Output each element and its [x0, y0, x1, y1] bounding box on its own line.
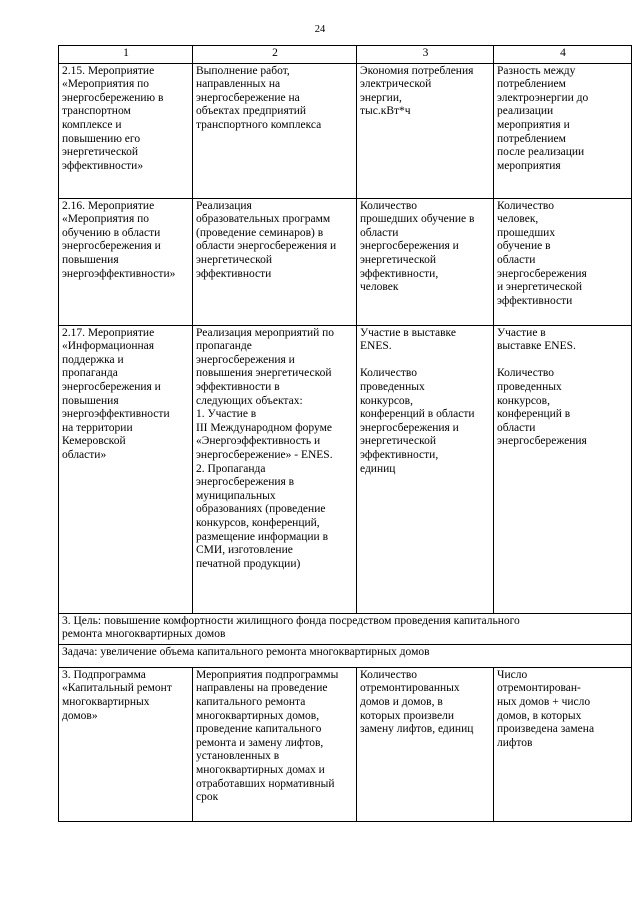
cell-line: энергосбережения и [62, 380, 161, 393]
indicator-cell [357, 667, 494, 821]
cell-line [360, 354, 491, 368]
header-cell: 2 [193, 46, 357, 64]
cell-line: 3. Подпрограмма [62, 668, 146, 681]
cell-line: области [360, 226, 399, 239]
cell-line: Кемеровской [62, 435, 126, 448]
cell-line: энергосбережение» - ENES. [196, 448, 333, 461]
content-cell [193, 667, 357, 821]
indicator-cell [357, 63, 494, 198]
cell-line: конкурсов, [360, 394, 413, 407]
cell-line: энергетической [360, 253, 436, 266]
cell-line: транспортного комплекса [196, 118, 322, 131]
cell-line: прошедших [497, 226, 556, 239]
indicator-cell [357, 198, 494, 325]
cell-line: конкурсов, конференций, [196, 516, 320, 529]
cell-line: лифтов [497, 736, 533, 749]
cell-line: электрической [360, 78, 432, 91]
cell-line: Мероприятия подпрограммы [196, 668, 339, 681]
cell-line: 2.15. Мероприятие [62, 64, 155, 77]
cell-line: замену лифтов, единиц [360, 723, 474, 736]
cell-line: Выполнение работ, [196, 64, 290, 77]
cell-line: повышению его [62, 132, 141, 145]
cell-line: энергетической [62, 146, 138, 159]
cell-line: комплексе и [62, 118, 122, 131]
cell-line: повышения энергетической [196, 367, 332, 380]
table-row [59, 325, 632, 613]
cell-line: произведена замена [497, 723, 595, 736]
cell-line: энергосбережения и [360, 240, 459, 253]
calculation-cell [494, 63, 632, 198]
cell-line: направлены на проведение [196, 682, 328, 695]
cell-line: многоквартирных домах и [196, 763, 325, 776]
cell-line: 2. Пропаганда [196, 462, 266, 475]
cell-line: капитального ремонта [196, 695, 306, 708]
cell-line: мероприятия и [497, 118, 570, 131]
cell-line: направленных на [196, 78, 281, 91]
cell-line: проведенных [360, 380, 425, 393]
cell-line: Реализация мероприятий по [196, 326, 335, 339]
cell-line: образованиях (проведение [196, 503, 326, 516]
cell-line: транспортном [62, 105, 131, 118]
cell-line: потреблением [497, 132, 566, 145]
cell-line: конкурсов, [497, 394, 550, 407]
header-cell: 4 [494, 46, 632, 64]
cell-line: 1. Участие в [196, 408, 257, 421]
cell-line: отработавших нормативный [196, 777, 335, 790]
cell-line: Участие в выставке [360, 326, 456, 339]
cell-line: эффективности» [62, 159, 144, 172]
cell-line: проведение капитального [196, 723, 322, 736]
cell-line: энергетической [360, 435, 436, 448]
cell-line: после реализации [497, 146, 585, 159]
goal-text [59, 613, 632, 644]
cell-line: проведенных [497, 380, 562, 393]
calculation-cell [494, 325, 632, 613]
cell-line: энергетической [196, 253, 272, 266]
cell-line: Участие в [497, 326, 546, 339]
goal-row [59, 613, 632, 644]
cell-line [497, 354, 629, 368]
cell-line: установленных в [196, 750, 280, 763]
event-cell [59, 325, 193, 613]
cell-line: реализации [497, 105, 554, 118]
cell-line: III Международном форуме [196, 421, 332, 434]
cell-line: энергосбережения в [196, 476, 295, 489]
cell-line: области энергосбережения и [196, 240, 337, 253]
cell-line: «Мероприятия по [62, 213, 150, 226]
cell-line: Количество [360, 367, 417, 380]
cell-line: 3. Цель: повышение комфортности жилищного фонда посредством проведения капитального [62, 614, 520, 627]
cell-line: энергоэффективности» [62, 267, 176, 280]
task-row [59, 644, 632, 667]
cell-line: энергосбережению в [62, 91, 164, 104]
cell-line: энергии, [360, 91, 402, 104]
cell-line: конференций в области [360, 408, 475, 421]
cell-line: Реализация [196, 199, 252, 212]
cell-line: энергосбережения [497, 267, 587, 280]
cell-line: эффективности [497, 294, 573, 307]
cell-line: конференций в [497, 408, 571, 421]
cell-line: Количество [497, 199, 554, 212]
content-cell [193, 198, 357, 325]
cell-line: отремонтированных [360, 682, 460, 695]
cell-line: ремонта и замену лифтов, [196, 736, 324, 749]
cell-line: «Мероприятия по [62, 78, 150, 91]
cell-line: энергоэффективности [62, 408, 170, 421]
cell-line: 2.17. Мероприятие [62, 326, 155, 339]
cell-line: электроэнергии до [497, 91, 589, 104]
cell-line: прошедших обучение в [360, 213, 475, 226]
cell-line: повышения [62, 394, 119, 407]
cell-line: энергосбережения и [196, 353, 295, 366]
table-row [59, 667, 632, 821]
cell-line: Число [497, 668, 528, 681]
cell-line: энергосбережение на [196, 91, 300, 104]
event-cell [59, 63, 193, 198]
cell-line: эффективности, [360, 448, 439, 461]
cell-line: многоквартирных домов, [196, 709, 320, 722]
cell-line: и энергетической [497, 281, 583, 294]
cell-line: обучение в [497, 240, 551, 253]
cell-line: эффективности в [196, 380, 280, 393]
header-cell: 3 [357, 46, 494, 64]
table-row [59, 198, 632, 325]
cell-line: человек [360, 281, 399, 294]
content-cell [193, 63, 357, 198]
cell-line: энергосбережения [497, 435, 587, 448]
cell-line: Экономия потребления [360, 64, 474, 77]
cell-line: выставке ENES. [497, 340, 576, 353]
indicators-table [58, 45, 632, 822]
cell-line: печатной продукции) [196, 557, 301, 570]
cell-line: объектах предприятий [196, 105, 307, 118]
cell-line: отремонтирован- [497, 682, 581, 695]
cell-line: тыс.кВт*ч [360, 105, 411, 118]
cell-line: Количество [360, 199, 417, 212]
cell-line: мероприятия [497, 159, 561, 172]
cell-line: «Капитальный ремонт [62, 682, 172, 695]
cell-line: ремонта многоквартирных домов [62, 628, 226, 641]
cell-line: на территории [62, 421, 133, 434]
cell-line: единиц [360, 462, 396, 475]
cell-line: «Энергоэффективность и [196, 435, 321, 448]
cell-line: энергосбережения и [62, 240, 161, 253]
cell-line: пропаганда [62, 367, 118, 380]
cell-line: (проведение семинаров) в [196, 226, 324, 239]
cell-line: эффективности, [360, 267, 439, 280]
cell-line: домов» [62, 709, 98, 722]
cell-line: 2.16. Мероприятие [62, 199, 155, 212]
cell-line: ENES. [360, 340, 392, 353]
cell-line: пропаганде [196, 340, 252, 353]
table-header-row [59, 46, 632, 64]
cell-line: образовательных программ [196, 213, 331, 226]
event-cell [59, 198, 193, 325]
cell-line: ных домов + число [497, 695, 591, 708]
cell-line: Разность между [497, 64, 576, 77]
cell-line: которых произвели [360, 709, 455, 722]
calculation-cell [494, 667, 632, 821]
cell-line: поддержка и [62, 353, 124, 366]
cell-line: Количество [497, 367, 554, 380]
header-cell: 1 [59, 46, 193, 64]
cell-line: человек, [497, 213, 539, 226]
cell-line: обучению в области [62, 226, 161, 239]
cell-line: «Информационная [62, 340, 155, 353]
cell-line: Количество [360, 668, 417, 681]
cell-line: следующих объектах: [196, 394, 303, 407]
cell-line: потреблением [497, 78, 566, 91]
cell-line: области [497, 253, 536, 266]
cell-line: срок [196, 791, 219, 804]
cell-line: энергосбережения и [360, 421, 459, 434]
cell-line: размещение информации в [196, 530, 329, 543]
task-text: Задача: увеличение объема капитального ремонта многоквартирных домов [59, 644, 632, 667]
cell-line: области [497, 421, 536, 434]
calculation-cell [494, 198, 632, 325]
table-row [59, 63, 632, 198]
cell-line: СМИ, изготовление [196, 544, 293, 557]
cell-line: домов и домов, в [360, 695, 443, 708]
cell-line: домов, в которых [497, 709, 582, 722]
content-cell [193, 325, 357, 613]
indicator-cell [357, 325, 494, 613]
cell-line: повышения [62, 253, 119, 266]
cell-line: многоквартирных [62, 695, 150, 708]
page-number: 24 [314, 24, 326, 35]
event-cell [59, 667, 193, 821]
cell-line: области» [62, 448, 107, 461]
cell-line: эффективности [196, 267, 272, 280]
cell-line: муниципальных [196, 489, 276, 502]
